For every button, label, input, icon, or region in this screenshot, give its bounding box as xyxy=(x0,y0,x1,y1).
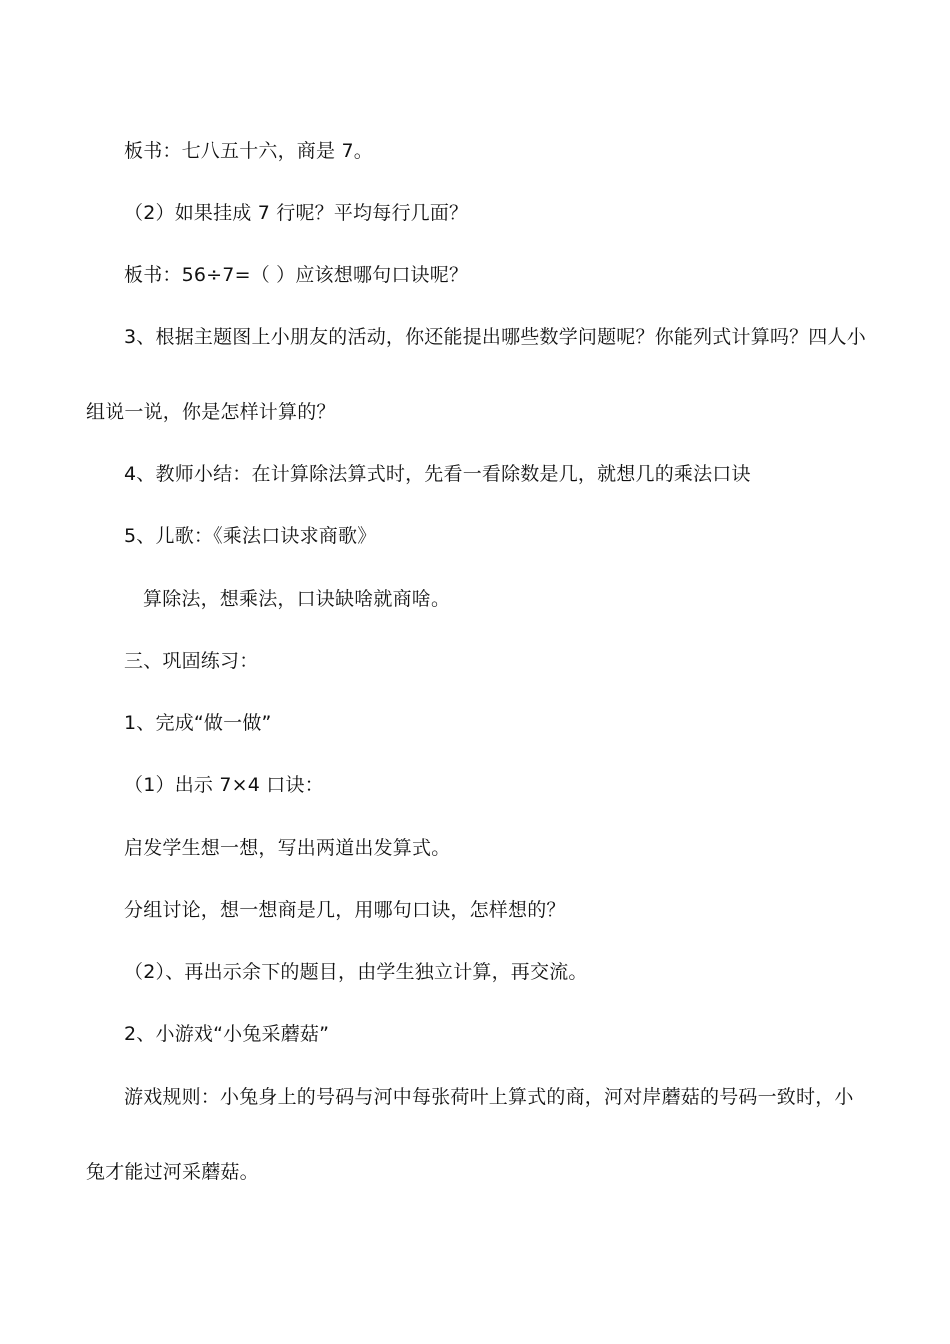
paragraph-line: 1、完成“做一做” xyxy=(124,712,272,734)
paragraph-line: （1）出示 7×4 口诀： xyxy=(124,774,324,796)
paragraph-line: 板书：七八五十六，商是 7。 xyxy=(124,140,373,162)
paragraph-line: （2）、再出示余下的题目，由学生独立计算，再交流。 xyxy=(124,961,588,983)
paragraph-line: 组说一说，你是怎样计算的？ xyxy=(86,401,336,423)
paragraph-line: 4、教师小结：在计算除法算式时，先看一看除数是几，就想几的乘法口诀 xyxy=(124,463,751,485)
paragraph-line: 2、小游戏“小兔采蘑菇” xyxy=(124,1023,330,1045)
paragraph-line: 分组讨论，想一想商是几，用哪句口诀，怎样想的？ xyxy=(124,899,566,921)
paragraph-line: 5、儿歌：《乘法口诀求商歌》 xyxy=(124,525,377,547)
paragraph-line: （2）如果挂成 7 行呢？平均每行几面？ xyxy=(124,202,469,224)
paragraph-line: 3、根据主题图上小朋友的活动，你还能提出哪些数学问题呢？你能列式计算吗？四人小 xyxy=(124,326,866,348)
paragraph-line: 算除法，想乘法，口诀缺啥就商啥。 xyxy=(143,588,451,610)
paragraph-line: 兔才能过河采蘑菇。 xyxy=(86,1161,259,1183)
section-heading: 三、巩固练习： xyxy=(124,650,259,672)
paragraph-line: 游戏规则：小兔身上的号码与河中每张荷叶上算式的商，河对岸蘑菇的号码一致时，小 xyxy=(124,1086,854,1108)
paragraph-line: 启发学生想一想，写出两道出发算式。 xyxy=(124,837,451,859)
paragraph-line: 板书：56÷7=（ ）应该想哪句口诀呢？ xyxy=(124,264,469,286)
